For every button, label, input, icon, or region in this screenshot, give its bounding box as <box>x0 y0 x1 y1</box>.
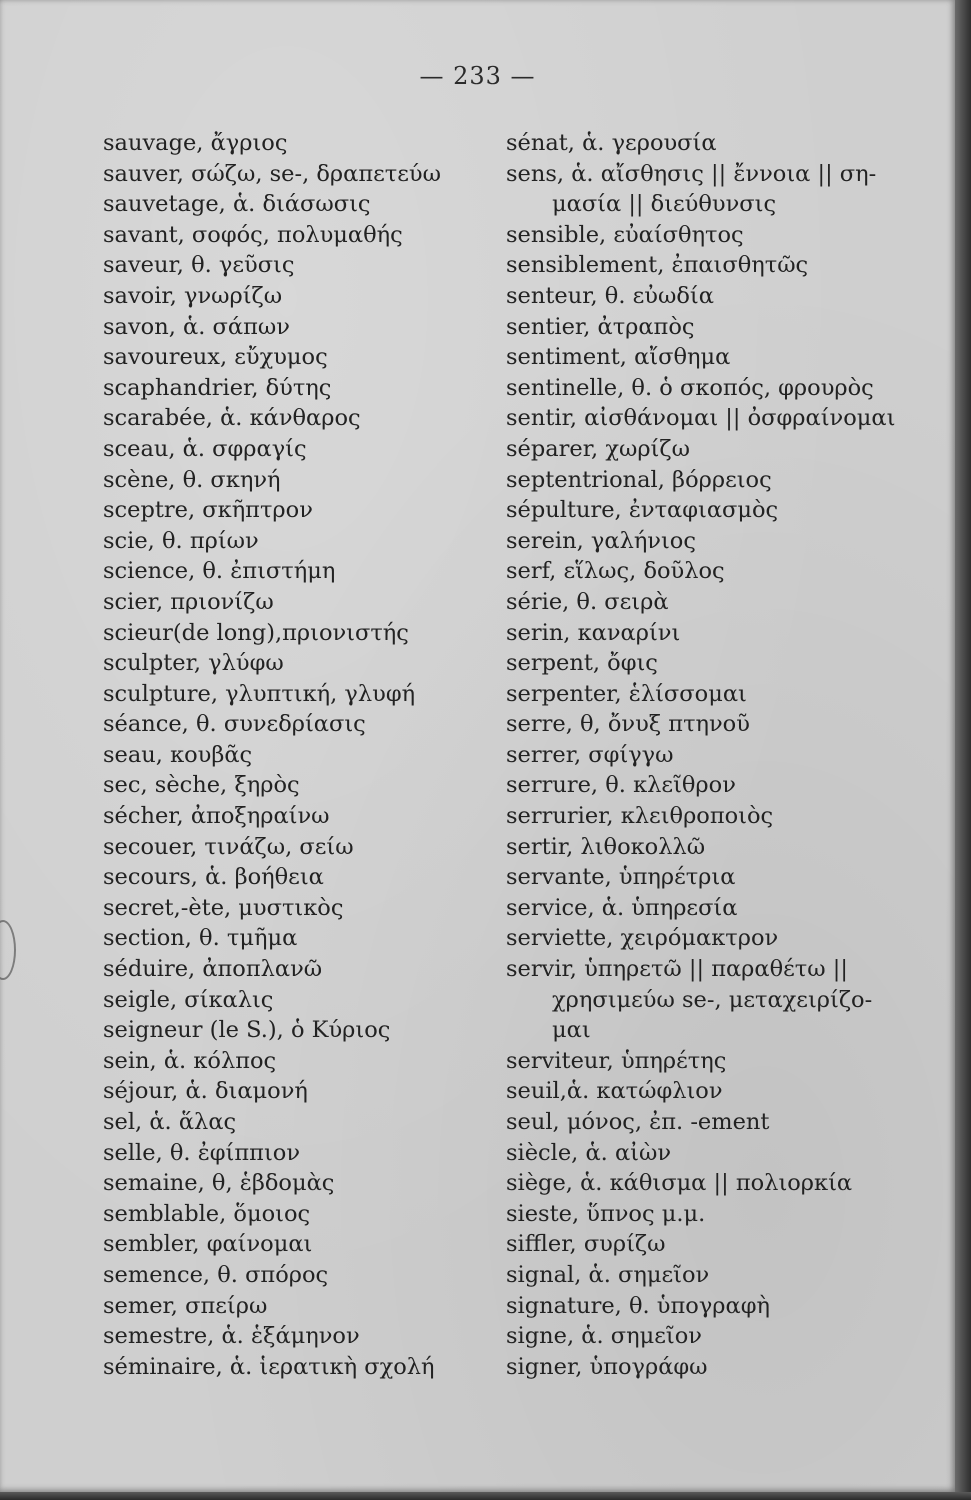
dictionary-entry: semence, θ. σπόρος <box>103 1261 329 1288</box>
dictionary-entry: séparer, χωρίζω <box>506 435 690 462</box>
dictionary-entry: séjour, ἁ. διαμονή <box>103 1078 308 1105</box>
dictionary-entry: semblable, ὅμοιος <box>103 1200 311 1227</box>
dictionary-entry: senteur, θ. εὐωδία <box>506 282 714 309</box>
dictionary-entry: semestre, ἁ. ἑξάμηνον <box>103 1323 360 1350</box>
dictionary-entry-continuation: μαι <box>552 1017 591 1044</box>
dictionary-entry: signe, ἁ. σημεῖον <box>506 1323 702 1350</box>
dictionary-entry: scieur(de long),πριονιστής <box>103 619 409 646</box>
dictionary-entry: savoureux, εὔχυμος <box>103 344 328 371</box>
dictionary-entry: seigle, σίκαλις <box>103 986 274 1013</box>
dictionary-entry: sénat, ἁ. γερουσία <box>506 130 717 156</box>
dictionary-entry: scie, θ. πρίων <box>103 527 259 554</box>
dictionary-entry: sens, ἁ. αἴσθησις || ἔννοια || ση- <box>506 160 877 187</box>
dictionary-entry: signal, ἁ. σημεῖον <box>506 1261 710 1288</box>
dictionary-entry: secret,-ète, μυστικὸς <box>103 894 344 921</box>
dictionary-entry: septentrional, βόρρειος <box>506 466 772 493</box>
dictionary-entry: seigneur (le S.), ὁ Κύριος <box>103 1017 391 1044</box>
dictionary-entry: sauvetage, ἁ. διάσωσις <box>103 191 371 218</box>
dictionary-entry: seau, κουβᾶς <box>103 741 253 768</box>
dictionary-entry: sertir, λιθοκολλῶ <box>506 833 706 860</box>
dictionary-entry: signer, ὑπογράφω <box>506 1353 708 1380</box>
dictionary-entry: séduire, ἀποπλανῶ <box>103 956 323 983</box>
dictionary-entry: sec, sèche, ξηρὸς <box>103 772 300 799</box>
book-spine-edge <box>955 0 971 1500</box>
dictionary-entry: seul, μόνος, ἐπ. -ement <box>506 1109 770 1135</box>
dictionary-entry: science, θ. ἐπιστήμη <box>103 558 336 585</box>
right-column <box>506 128 901 1382</box>
dictionary-entry: serre, θ, ὄνυξ πτηνοῦ <box>506 711 750 738</box>
dictionary-entry: sentinelle, θ. ὁ σκοπός, φρουρὸς <box>506 374 874 401</box>
dictionary-entry: série, θ. σειρὰ <box>506 588 669 615</box>
dictionary-entry: sein, ἁ. κόλπος <box>103 1047 277 1074</box>
dictionary-entry: saveur, θ. γεῦσις <box>103 252 295 279</box>
dictionary-entry: siffler, συρίζω <box>506 1231 666 1258</box>
dictionary-entry: serpenter, ἑλίσσομαι <box>506 680 747 707</box>
dictionary-entry-continuation: μασία || διεύθυνσις <box>552 191 777 218</box>
dictionary-entry: semer, σπείρω <box>103 1292 268 1319</box>
dictionary-entry: servante, ὑπηρέτρια <box>506 864 736 891</box>
dictionary-entry: sieste, ὕπνος μ.μ. <box>506 1200 706 1227</box>
left-column <box>103 128 493 1382</box>
dictionary-entry: sembler, φαίνομαι <box>103 1231 313 1258</box>
dictionary-entry: siècle, ἁ. αἰὼν <box>506 1139 672 1166</box>
dictionary-entry: sensiblement, ἐπαισθητῶς <box>506 252 809 279</box>
dictionary-entry: serin, καναρίνι <box>506 619 681 646</box>
dictionary-entry: serrer, σφίγγω <box>506 741 674 768</box>
dictionary-entry: séminaire, ἁ. ἱερατικὴ σχολή <box>103 1353 435 1380</box>
dictionary-entry: sentier, ἀτραπὸς <box>506 313 695 340</box>
dictionary-entry: serf, εἵλως, δοῦλος <box>506 558 725 585</box>
dictionary-entry: serviette, χειρόμακτρον <box>506 925 779 952</box>
page-bottom-edge <box>0 1492 971 1500</box>
dictionary-entry: scarabée, ἁ. κάνθαρος <box>103 405 361 432</box>
dictionary-entry: serein, γαλήνιος <box>506 527 696 554</box>
dictionary-entry: service, ἁ. ὑπηρεσία <box>506 894 738 921</box>
dictionary-entry: sculpture, γλυπτική, γλυφή <box>103 680 416 707</box>
dictionary-entry: secouer, τινάζω, σείω <box>103 833 354 860</box>
page-number: — 233 — <box>419 62 536 90</box>
dictionary-entry: signature, θ. ὑπογραφὴ <box>506 1292 770 1319</box>
dictionary-entry: sceau, ἁ. σφραγίς <box>103 435 307 462</box>
dictionary-entry: sentir, αἰσθάνομαι || ὀσφραίνομαι <box>506 405 896 432</box>
dictionary-entry: serviteur, ὑπηρέτης <box>506 1047 727 1074</box>
dictionary-entry: sel, ἁ. ἅλας <box>103 1109 237 1135</box>
dictionary-entry: scaphandrier, δύτης <box>103 374 332 401</box>
dictionary-entry: serpent, ὄφις <box>506 650 658 677</box>
dictionary-entry: sauvage, ἄγριος <box>103 130 288 156</box>
dictionary-entry: sauver, σώζω, se-, δραπετεύω <box>103 160 441 187</box>
dictionary-entry: serrure, θ. κλεῖθρον <box>506 772 736 799</box>
dictionary-entry: secours, ἁ. βοήθεια <box>103 864 324 891</box>
dictionary-entry: sensible, εὐαίσθητος <box>506 221 744 248</box>
binding-hole <box>0 920 16 980</box>
dictionary-entry: seuil,ἁ. κατώφλιον <box>506 1078 723 1105</box>
dictionary-entry: scène, θ. σκηνή <box>103 466 281 493</box>
dictionary-entry: savant, σοφός, πολυμαθής <box>103 221 403 248</box>
dictionary-entry: savon, ἁ. σάπων <box>103 313 290 340</box>
dictionary-entry: scier, πριονίζω <box>103 588 274 615</box>
dictionary-entry: selle, θ. ἐφίππιον <box>103 1139 300 1166</box>
dictionary-entry: séance, θ. συνεδρίασις <box>103 711 366 738</box>
dictionary-entry-continuation: χρησιμεύω se-, μεταχειρίζο- <box>552 986 873 1013</box>
dictionary-entry: semaine, θ, ἑβδομὰς <box>103 1170 335 1197</box>
dictionary-entry: servir, ὑπηρετῶ || παραθέτω || <box>506 956 848 983</box>
dictionary-entry: savoir, γνωρίζω <box>103 282 283 309</box>
dictionary-entry: serrurier, κλειθροποιὸς <box>506 803 774 830</box>
dictionary-entry: sculpter, γλύφω <box>103 650 284 677</box>
dictionary-entry: sceptre, σκῆπτρον <box>103 497 313 524</box>
dictionary-entry: sécher, ἀποξηραίνω <box>103 803 330 830</box>
dictionary-entry: siège, ἁ. κάθισμα || πολιορκία <box>506 1170 853 1197</box>
dictionary-entry: sentiment, αἴσθημα <box>506 344 731 371</box>
dictionary-entry: sépulture, ἐνταφιασμὸς <box>506 497 779 524</box>
dictionary-entry: section, θ. τμῆμα <box>103 925 298 952</box>
